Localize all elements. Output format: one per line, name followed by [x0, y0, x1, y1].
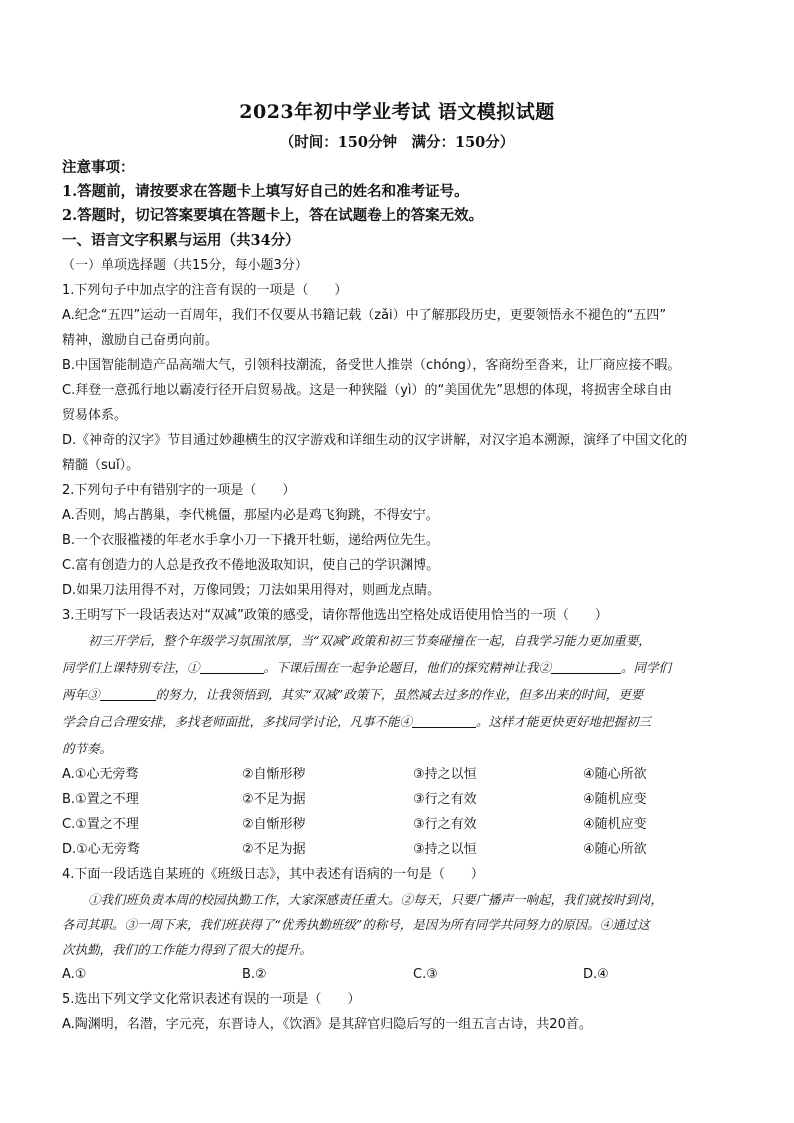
- q3-passage-line2: [62, 658, 752, 678]
- q1-stem: 1.下列句子中加点字的注音有误的一项是（ ）: [62, 283, 348, 298]
- q3-option-c4: ④随机应变: [583, 817, 647, 832]
- q4-option-d: D.④: [583, 967, 609, 982]
- q3-passage-line3: [62, 685, 752, 705]
- q3-option-d1: D.①心无旁骛: [62, 842, 140, 857]
- notice-item-2: 2.答题时，切记答案要填在答题卡上，答在试题卷上的答案无效。: [62, 207, 484, 224]
- q4-passage-line3: 次执勤，我们的工作能力得到了很大的提升。: [62, 942, 313, 957]
- q3-option-d4: ④随心所欲: [583, 842, 647, 857]
- passage-text: 同学们上课特别专注，①: [62, 660, 200, 675]
- passage-text: 。这样才能更快更好地把握初三: [476, 714, 652, 729]
- q3-passage-line4: [62, 712, 752, 732]
- q2-stem: 2.下列句子中有错别字的一项是（ ）: [62, 483, 296, 498]
- q1-option-a-line2: 精神，激励自己奋勇向前。: [62, 333, 219, 348]
- q2-option-d: D.如果刀法用得不对，万像同毁；刀法如果用得对，则画龙点睛。: [62, 583, 441, 598]
- q3-option-b4: ④随机应变: [583, 792, 647, 807]
- q4-option-a: A.①: [62, 967, 87, 982]
- passage-text: 学会自己合理安排，多找老师面批，多找同学讨论，凡事不能④: [62, 714, 413, 729]
- q1-option-c-line2: 贸易体系。: [62, 408, 128, 423]
- exam-subtitle: （时间：150分钟 满分：150分）: [279, 134, 515, 151]
- notice-heading: 注意事项：: [62, 159, 135, 176]
- blank-4: [412, 713, 476, 728]
- q3-option-a4: ④随心所欲: [583, 767, 647, 782]
- q3-option-a3: ③持之以恒: [413, 767, 477, 782]
- q3-option-a1: A.①心无旁骛: [62, 767, 139, 782]
- q3-stem: 3.王明写下一段话表达对“双减”政策的感受，请你帮他选出空格处成语使用恰当的一项（ ）: [62, 608, 608, 623]
- passage-text: 。下课后围在一起争论题目，他们的探究精神让我②: [263, 660, 552, 675]
- q3-option-c3: ③行之有效: [413, 817, 477, 832]
- q1-option-a-line1: A.纪念“五四”运动一百周年，我们不仅要从书籍记载（zǎi）中了解那段历史，更要领悟永不褪色的“五四”: [62, 308, 667, 323]
- q3-passage-line1: 初三开学后，整个年级学习氛围浓厚，当“双减”政策和初三节奏碰撞在一起，自我学习能力更加重要，: [88, 633, 651, 648]
- section-1-title: 一、语言文字积累与运用（共34分）: [62, 232, 300, 249]
- q4-passage-line1: ①我们班负责本周的校园执勤工作，大家深感责任重大。②每天，只要广播声一响起，我们就按时到岗，: [88, 892, 664, 907]
- q5-stem: 5.选出下列文学文化常识表述有误的一项是（ ）: [62, 992, 361, 1007]
- notice-item-1: 1.答题前，请按要求在答题卡上填写好自己的姓名和准考证号。: [62, 183, 469, 200]
- q1-option-c-line1: C.拜登一意孤行地以霸凌行径开启贸易战。这是一种狭隘（yì）的“美国优先”思想的体现，将损害全球自由: [62, 383, 672, 398]
- q3-option-b3: ③行之有效: [413, 792, 477, 807]
- q2-option-c: C.富有创造力的人总是孜孜不倦地汲取知识，使自己的学识渊博。: [62, 558, 440, 573]
- q2-option-a: A.否则，鸠占鹊巢，李代桃僵，那屋内必是鸡飞狗跳，不得安宁。: [62, 508, 439, 523]
- passage-text: 的努力，让我领悟到，其实“双减”政策下，虽然减去过多的作业，但多出来的时间，更要: [155, 687, 644, 702]
- q3-passage-line5: 的节奏。: [62, 741, 113, 756]
- passage-text: 。同学们: [621, 660, 672, 675]
- exam-title: 2023年初中学业考试 语文模拟试题: [239, 101, 555, 123]
- blank-3: [100, 686, 156, 701]
- section-1-subtitle: （一）单项选择题（共15分，每小题3分）: [62, 258, 308, 273]
- q4-option-b: B.②: [242, 967, 267, 982]
- q3-option-c1: C.①置之不理: [62, 817, 139, 832]
- q3-option-d3: ③持之以恒: [413, 842, 477, 857]
- q1-option-d-line2: 精髓（suǐ）。: [62, 458, 140, 473]
- q4-passage-line2: 各司其职。③一周下来，我们班获得了“优秀执勤班级”的称号，是因为所有同学共同努力的原因。④通过这: [62, 917, 650, 932]
- passage-text: 两年③: [62, 687, 100, 702]
- q4-stem: 4.下面一段话选自某班的《班级日志》，其中表述有语病的一句是（ ）: [62, 867, 484, 882]
- q3-option-c2: ②自惭形秽: [242, 817, 306, 832]
- q1-option-b: B.中国智能制造产品高端大气，引领科技潮流，备受世人推崇（chóng），客商纷至沓来，让厂商应接不暇。: [62, 358, 681, 373]
- q3-option-b1: B.①置之不理: [62, 792, 139, 807]
- q2-option-b: B.一个衣服褴褛的年老水手拿小刀一下撬开牡蛎，递给两位先生。: [62, 533, 440, 548]
- blank-2: [551, 659, 621, 674]
- q3-option-a2: ②自惭形秽: [242, 767, 306, 782]
- q3-option-b2: ②不足为据: [242, 792, 306, 807]
- q4-option-c: C.③: [413, 967, 438, 982]
- q5-option-a: A.陶渊明，名潜，字元亮，东晋诗人，《饮酒》是其辞官归隐后写的一组五言古诗，共20首。: [62, 1017, 592, 1032]
- blank-1: [200, 659, 264, 674]
- q1-option-d-line1: D.《神奇的汉字》节目通过妙趣横生的汉字游戏和详细生动的汉字讲解，对汉字追本溯源，演绎了中国文化的: [62, 433, 688, 448]
- q3-option-d2: ②不足为据: [242, 842, 306, 857]
